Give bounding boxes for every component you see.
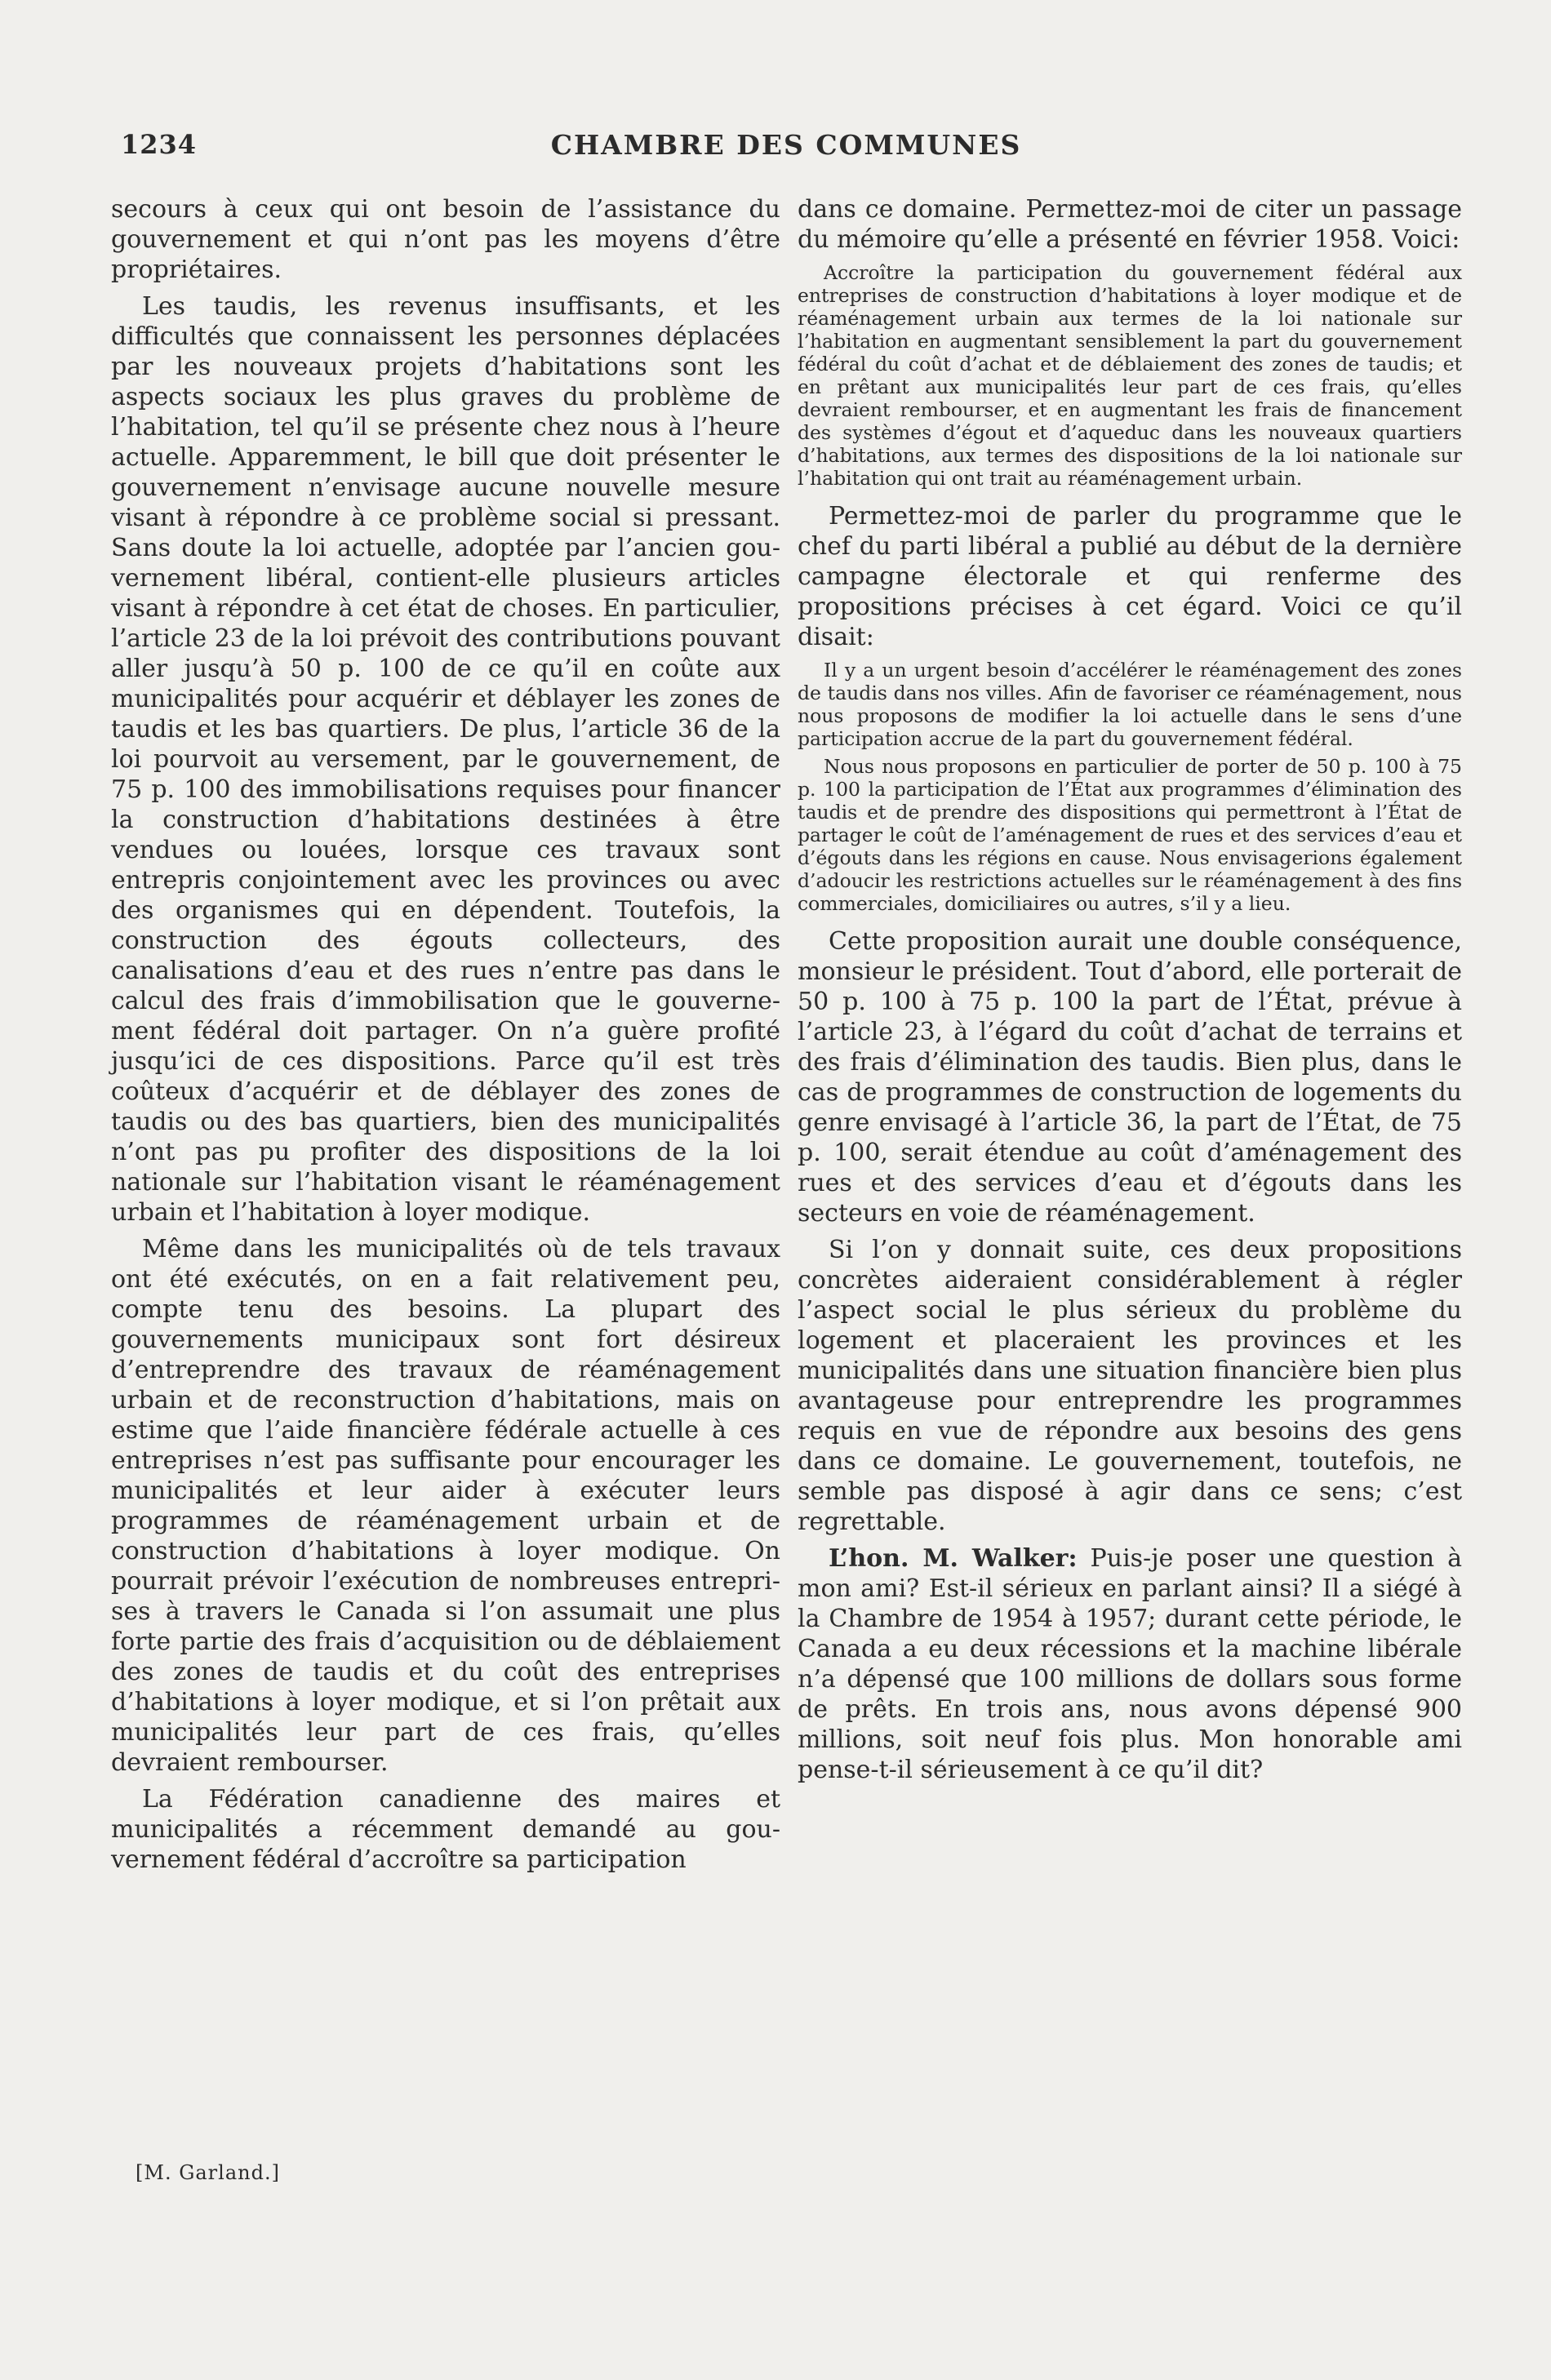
speaker-attribution: [M. Garland.] [136, 2161, 280, 2184]
paragraph: secours à ceux qui ont besoin de l’assistance du gouvernement et qui n’ont pas les moyens d’être propriétaires. [111, 195, 780, 284]
block-quote [798, 659, 1462, 915]
quote-paragraph: Il y a un urgent besoin d’accélérer le réaménagement des zones de taudis dans nos villes. Afin de favoriser ce réaménagement, nous nous proposons de modifier la loi actuelle dans le sens d’une participation accrue de la part du gouvernement fédéral. [798, 659, 1462, 750]
paragraph [798, 1543, 1462, 1785]
speaker-name: L’hon. M. Walker: [829, 1544, 1078, 1573]
quote-paragraph: Nous nous proposons en particulier de porter de 50 p. 100 à 75 p. 100 la participation de l’État aux programmes d’élimination des taudis et de prendre des dispositions qui permettront à l’État de partager le coût de l’aménagement de rues et des services d’eau et d’égouts dans les régions en cause. Nous envisagerions également d’adoucir les restrictions actuelles sur le réaménagement à des fins commerciales, domiciliaires ou autres, s’il y a lieu. [798, 755, 1462, 915]
paragraph: Même dans les municipalités où de tels travaux ont été exécutés, on en a fait relativement peu, compte tenu des besoins. La plupart des gouvernements municipaux sont fort désireux d’entreprendre des travaux de réaménagement urbain et de reconstruction d’habitations, mais on estime que l’aide financière fédérale actuelle à ces entreprises n’est pas suffisante pour encourager les municipalités et leur aider à exécuter leurs programmes de réaménagement urbain et de construction d’habitations à loyer modique. On pourrait prévoir l’exécution de nombreuses entreprises à travers le Canada si l’on assumait une plus forte partie des frais d’acquisition ou de déblaiement des zones de taudis et du coût des entreprises d’habitations à loyer modique, et si l’on prêtait aux municipalités leur part de ces frais, qu’elles devraient rembourser. [111, 1235, 780, 1777]
paragraph: Cette proposition aurait une double conséquence, monsieur le président. Tout d’abord, elle porterait de 50 p. 100 à 75 p. 100 la part de l’État, prévue à l’article 23, à l’égard du coût d’achat de terrains et des frais d’élimination des taudis. Bien plus, dans le cas de programmes de construction de logements du genre envisagé à l’article 36, la part de l’État, de 75 p. 100, serait étendue au coût d’aménagement des rues et des services d’eau et d’égouts dans les secteurs en voie de réaménagement. [798, 927, 1462, 1228]
right-column [798, 194, 1462, 1792]
left-column [111, 194, 780, 1881]
block-quote [798, 261, 1462, 490]
paragraph: Permettez-moi de parler du programme que le chef du parti libéral a publié au début de la dernière campagne électorale et qui renferme des propositions précises à cet égard. Voici ce qu’il disait: [798, 502, 1462, 651]
paragraph: La Fédération canadienne des maires et municipalités a récemment demandé au gouvernement fédéral d’accroître sa participation [111, 1785, 780, 1874]
paragraph: dans ce domaine. Permettez-moi de citer un passage du mémoire qu’elle a présenté en février 1958. Voici: [798, 195, 1462, 254]
paragraph: Les taudis, les revenus insuffisants, et les difficultés que connaissent les personnes déplacées par les nouveaux projets d’habitations sont les aspects sociaux les plus graves du problème de l’habitation, tel qu’il se présente chez nous à l’heure actuelle. Apparemment, le bill que doit présenter le gouvernement n’envisage aucune nouvelle mesure visant à répondre à ce problème social si pressant. Sans doute la loi actuelle, adoptée par l’ancien gouvernement libéral, contient-elle plusieurs articles visant à répondre à cet état de choses. En particulier, l’article 23 de la loi prévoit des contributions pouvant aller jusqu’à 50 p. 100 de ce qu’il en coûte aux municipalités pour acquérir et déblayer les zones de taudis et les bas quartiers. De plus, l’article 36 de la loi pourvoit au versement, par le gouvernement, de 75 p. 100 des immobilisations requises pour financer la construction d’habitations destinées à être vendues ou louées, lorsque ces travaux sont entrepris conjointement avec les provinces ou avec des organismes qui en dépendent. Toutefois, la construction des égouts collecteurs, des canalisations d’eau et des rues n’entre pas dans le calcul des frais d’immobilisation que le gouvernement fédéral doit partager. On n’a guère profité jusqu’ici de ces dispositions. Parce qu’il est très coûteux d’acquérir et de déblayer des zones de taudis ou des bas quartiers, bien des municipalités n’ont pas pu profiter des dispositions de la loi nationale sur l’habitation visant le réaménagement urbain et l’habitation à loyer modique. [111, 292, 780, 1227]
page-number: 1234 [121, 129, 198, 160]
running-title: CHAMBRE DES COMMUNES [550, 129, 1022, 161]
speech-text: Puis-je poser une question à mon ami? Est-il sérieux en parlant ainsi? Il a siégé à la Chambre de 1954 à 1957; durant cette période, le Canada a eu deux récessions et la machine libérale n’a dépensé que 100 millions de dollars sous forme de prêts. En trois ans, nous avons dépensé 900 millions, soit neuf fois plus. Mon honorable ami pense-t-il sérieusement à ce qu’il dit? [798, 1544, 1462, 1784]
paragraph: Si l’on y donnait suite, ces deux propositions concrètes aideraient considérablement à régler l’aspect social le plus sérieux du problème du logement et placeraient les provinces et les municipalités dans une situation financière bien plus avantageuse pour entreprendre les programmes requis en vue de répondre aux besoins des gens dans ce domaine. Le gouvernement, toutefois, ne semble pas disposé à agir dans ce sens; c’est regrettable. [798, 1236, 1462, 1536]
page-header [121, 129, 1451, 168]
quote-paragraph: Accroître la participation du gouvernement fédéral aux entreprises de construction d’habitations à loyer modique et de réaménagement urbain aux termes de la loi nationale sur l’habitation en augmentant sensiblement la part du gouvernement fédéral du coût d’achat et de déblaiement des zones de taudis; et en prêtant aux municipalités leur part de ces frais, qu’elles devraient rembourser, et en augmentant les frais de financement des systèmes d’égout et d’aqueduc dans les nouveaux quartiers d’habitations, aux termes des dispositions de la loi nationale sur l’habitation qui ont trait au réaménagement urbain. [798, 261, 1462, 490]
